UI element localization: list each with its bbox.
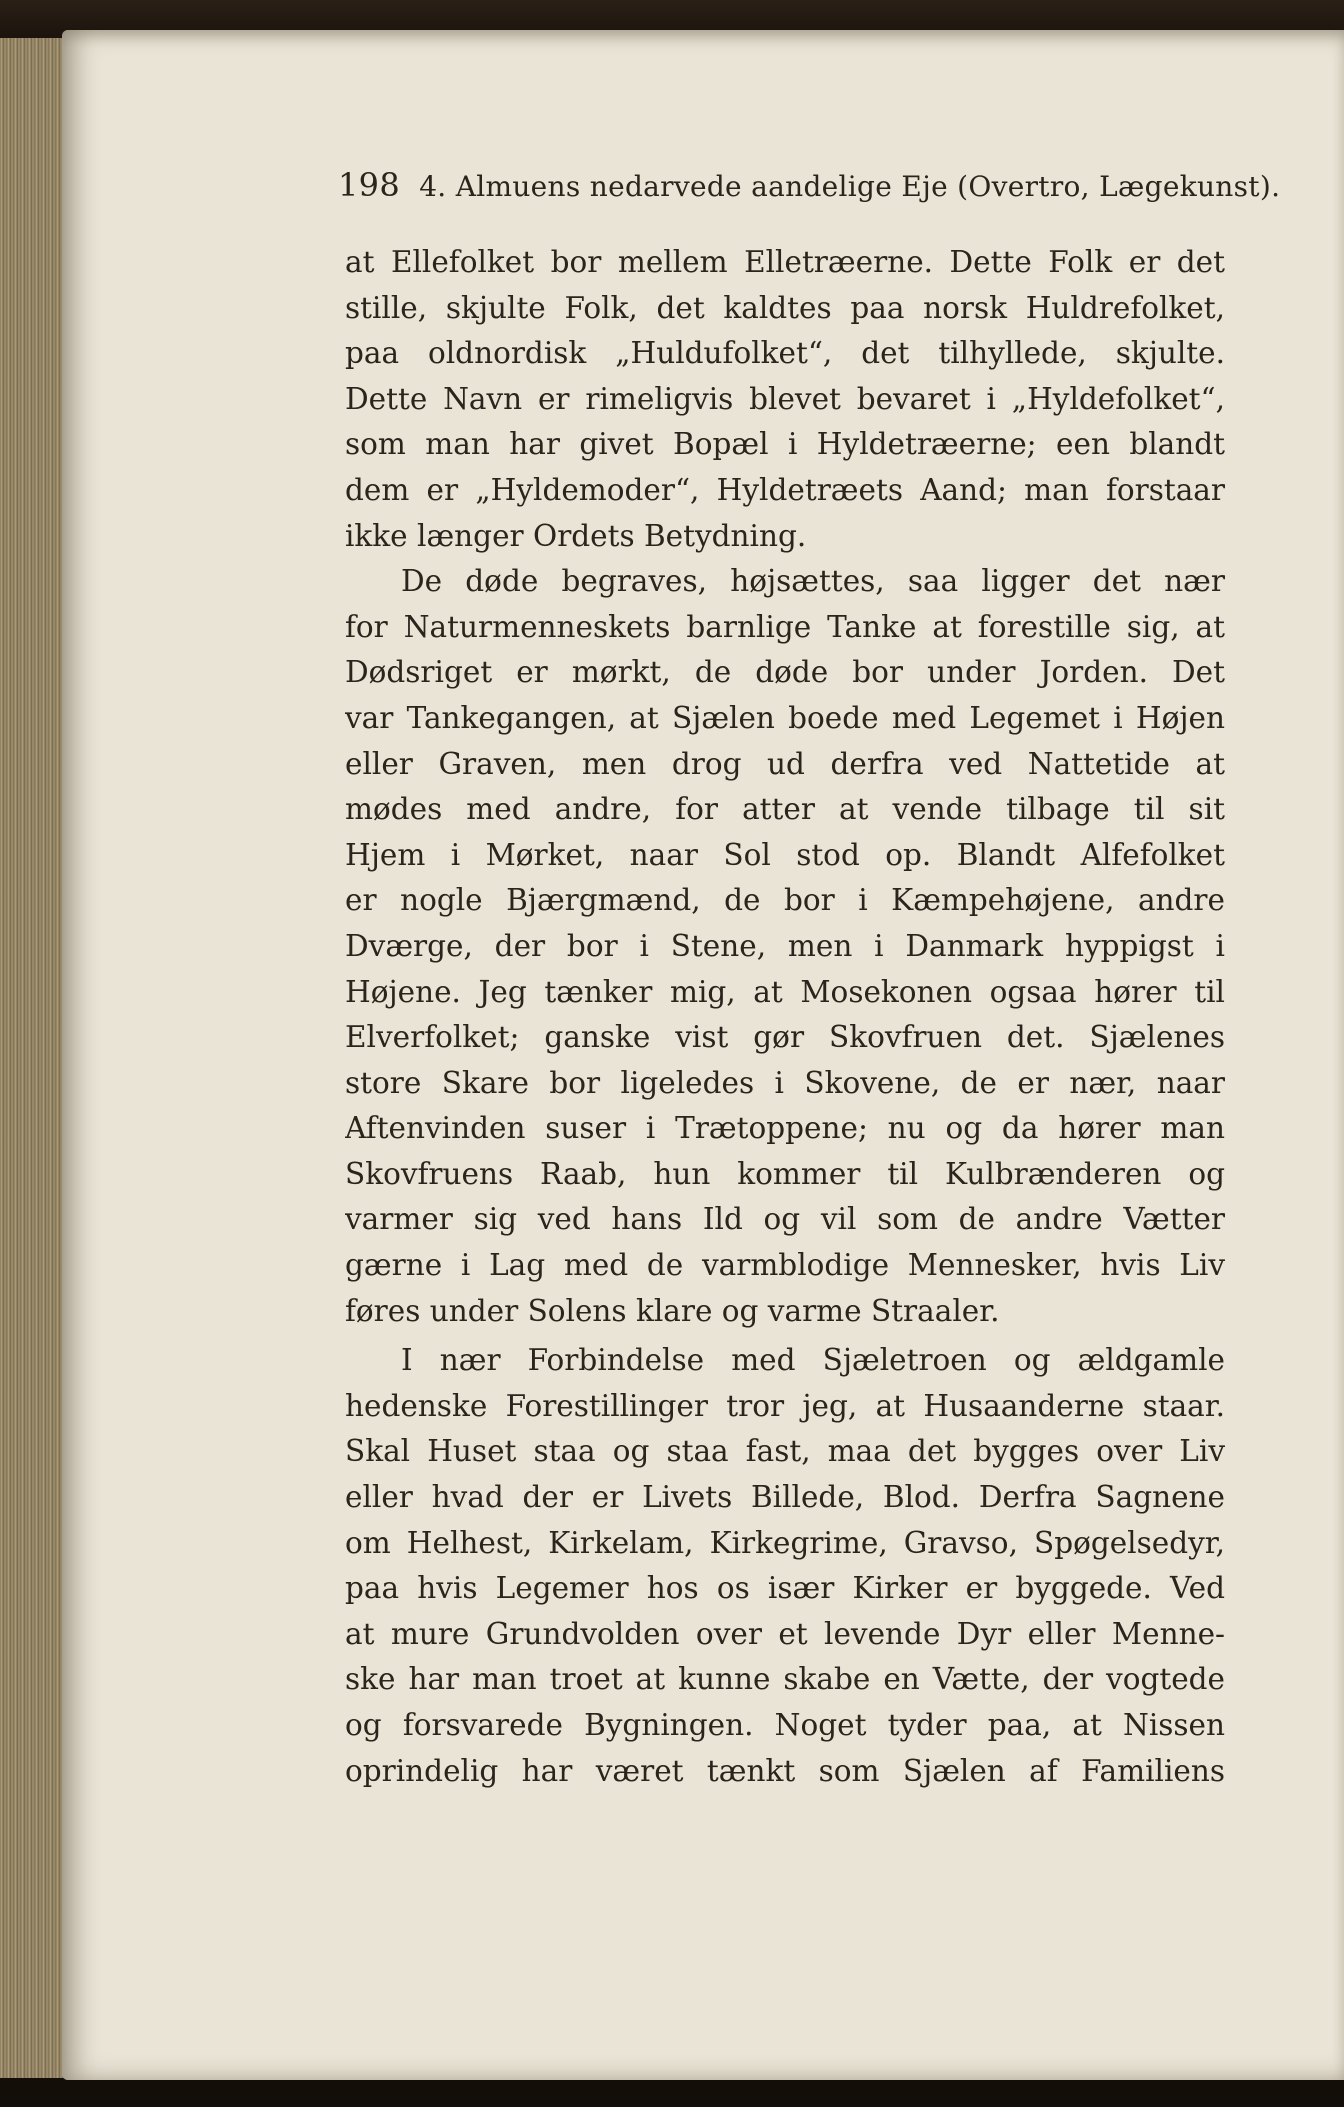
paragraph: [345, 1338, 1225, 1794]
text-line: gærne i Lag med de varmblodige Mennesker, hvis Liv: [345, 1248, 1225, 1283]
text-line: I nær Forbindelse med Sjæletroen og ældgamle: [401, 1343, 1225, 1378]
text-line: paa hvis Legemer hos os især Kirker er byggede. Ved: [345, 1571, 1225, 1606]
text-line: var Tankegangen, at Sjælen boede med Legemet i Højen: [345, 700, 1225, 735]
text-line: ske har man troet at kunne skabe en Vætte, der vogtede: [345, 1662, 1225, 1697]
text-line: er nogle Bjærgmænd, de bor i Kæmpehøjene, andre: [345, 883, 1225, 918]
text-line: Aftenvinden suser i Trætoppene; nu og da hører man: [345, 1111, 1225, 1146]
text-line: hedenske Forestillinger tror jeg, at Husaanderne staar.: [345, 1388, 1225, 1423]
text-line: paa oldnordisk „Huldufolket“, det tilhyllede, skjulte.: [345, 336, 1225, 371]
paragraph: [345, 559, 1225, 1334]
text-line: Højene. Jeg tænker mig, at Mosekonen ogsaa hører til: [345, 974, 1225, 1009]
paragraph: [345, 240, 1225, 559]
text-line: om Helhest, Kirkelam, Kirkegrime, Gravso, Spøgelsedyr,: [345, 1525, 1225, 1560]
text-line: ikke længer Ordets Betydning.: [345, 518, 807, 553]
text-line: stille, skjulte Folk, det kaldtes paa norsk Huldrefolket,: [345, 290, 1225, 325]
text-line: som man har givet Bopæl i Hyldetræerne; een blandt: [345, 427, 1225, 462]
text-line: at mure Grundvolden over et levende Dyr eller Menne-: [345, 1616, 1225, 1651]
page-number: 198: [338, 166, 400, 204]
text-line: store Skare bor ligeledes i Skovene, de er nær, naar: [345, 1065, 1225, 1100]
text-line: Skal Huset staa og staa fast, maa det bygges over Liv: [345, 1434, 1225, 1469]
text-line: at Ellefolket bor mellem Elletræerne. Dette Folk er det: [345, 245, 1225, 279]
text-line: eller hvad der er Livets Billede, Blod. Derfra Sagnene: [345, 1480, 1225, 1515]
text-line: Dødsriget er mørkt, de døde bor under Jorden. Det: [345, 655, 1225, 690]
text-line: Skovfruens Raab, hun kommer til Kulbrænderen og: [345, 1156, 1225, 1191]
text-line: oprindelig har været tænkt som Sjælen af Familiens: [345, 1753, 1225, 1788]
text-line: De døde begraves, højsættes, saa ligger det nær: [401, 564, 1225, 599]
text-line: Hjem i Mørket, naar Sol stod op. Blandt Alfefolket: [345, 837, 1225, 872]
running-header: [338, 166, 1281, 204]
running-title: 4. Almuens nedarvede aandelige Eje (Overtro, Lægekunst).: [419, 170, 1281, 203]
text-line: Dette Navn er rimeligvis blevet bevaret i „Hyldefolket“,: [345, 381, 1225, 416]
text-line: eller Graven, men drog ud derfra ved Nattetide at: [345, 746, 1225, 781]
text-line: Dværge, der bor i Stene, men i Danmark hyppigst i: [345, 928, 1225, 963]
text-line: dem er „Hyldemoder“, Hyldetræets Aand; man forstaar: [345, 472, 1225, 507]
text-line: varmer sig ved hans Ild og vil som de andre Vætter: [345, 1202, 1225, 1237]
text-line: føres under Solens klare og varme Straaler.: [345, 1293, 1000, 1328]
body-text: [345, 240, 1225, 1794]
text-line: mødes med andre, for atter at vende tilbage til sit: [345, 792, 1225, 827]
text-line: og forsvarede Bygningen. Noget tyder paa, at Nissen: [345, 1708, 1225, 1742]
text-line: Elverfolket; ganske vist gør Skovfruen det. Sjælenes: [345, 1020, 1225, 1055]
text-line: for Naturmenneskets barnlige Tanke at forestille sig, at: [345, 609, 1225, 644]
